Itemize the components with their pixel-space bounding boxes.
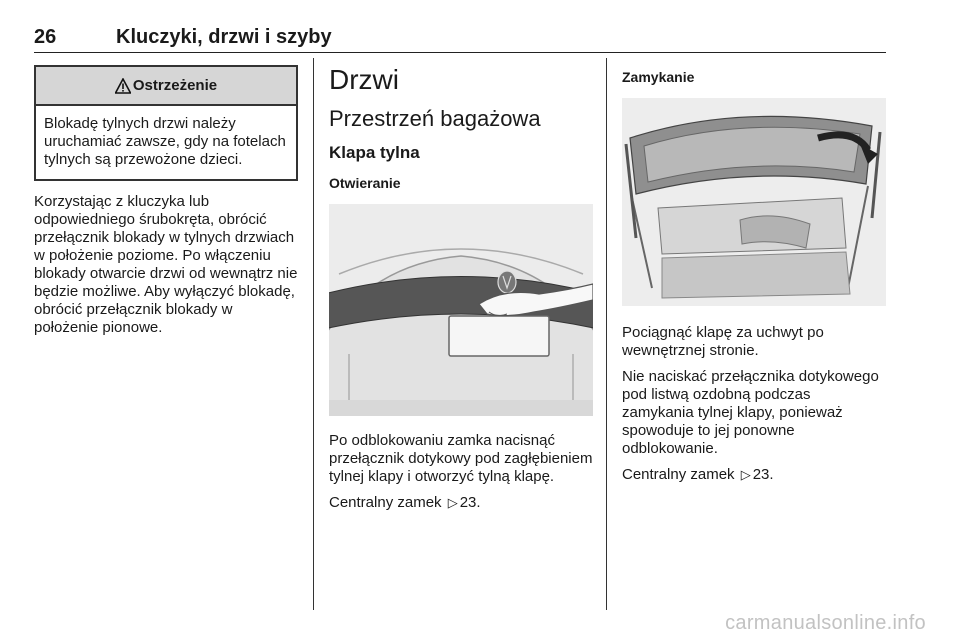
- column-right: [622, 58, 886, 484]
- watermark: carmanualsonline.info: [725, 612, 926, 634]
- topic-title: Klapa tylna: [329, 143, 420, 162]
- opening-heading: Otwieranie: [329, 175, 401, 191]
- subsection-title: Przestrzeń bagażowa: [329, 106, 541, 131]
- central-lock-reference: [329, 494, 593, 512]
- page-number: 26: [34, 26, 57, 48]
- column-left: [34, 58, 298, 337]
- page-header: [34, 26, 886, 53]
- reference-text: Centralny zamek: [622, 466, 735, 483]
- reference-page[interactable]: 23.: [752, 466, 774, 483]
- tailgate-closing-drawing: [622, 98, 886, 306]
- closing-instructions: Pociągnąć klapę za uchwyt po wewnętrznej stronie.: [622, 324, 824, 359]
- warning-header: [36, 67, 296, 106]
- warning-box: [34, 65, 298, 181]
- warning-text: Blokadę tylnych drzwi należy uruchamiać zawsze, gdy na fotelach tylnych są przewożone dzieci.: [44, 115, 286, 168]
- page-reference-arrow-icon: ▷: [740, 467, 751, 482]
- column-middle: [329, 58, 593, 512]
- chapter-title: Kluczyki, drzwi i szyby: [116, 26, 332, 48]
- section-title: Drzwi: [329, 64, 399, 95]
- child-lock-paragraph: Korzystając z kluczyka lub odpowiedniego śrubokręta, obrócić przełącznik blokady w tylnych drzwiach w położenie poziome. Po włączeniu blokady otwarcie drzwi od wewnątrz nie będzie możliwe. Aby wyłączyć blokadę, obrócić przełącznik blokady w położenie pionowe.: [34, 193, 298, 336]
- closing-heading: Zamykanie: [622, 69, 695, 85]
- column-divider: [606, 58, 607, 610]
- warning-title: Ostrzeżenie: [132, 77, 218, 94]
- tailgate-closing-illustration: [622, 98, 886, 306]
- reference-page[interactable]: 23.: [459, 494, 481, 511]
- opening-instructions: Po odblokowaniu zamka nacisnąć przełącznik dotykowy pod zagłębieniem tylnej klapy i otworzyć tylną klapę.: [329, 432, 593, 485]
- page-reference-arrow-icon: ▷: [447, 495, 458, 510]
- tailgate-opening-illustration: [329, 204, 593, 416]
- column-divider: [313, 58, 314, 610]
- tailgate-opening-drawing: [329, 204, 593, 416]
- closing-caution: Nie naciskać przełącznika dotykowego pod listwą ozdobną podczas zamykania tylnej klapy, ponieważ spowoduje to jej ponowne odblokowanie.: [622, 368, 879, 457]
- warning-triangle-icon: [115, 78, 131, 94]
- reference-text: Centralny zamek: [329, 494, 442, 511]
- central-lock-reference: [622, 466, 886, 484]
